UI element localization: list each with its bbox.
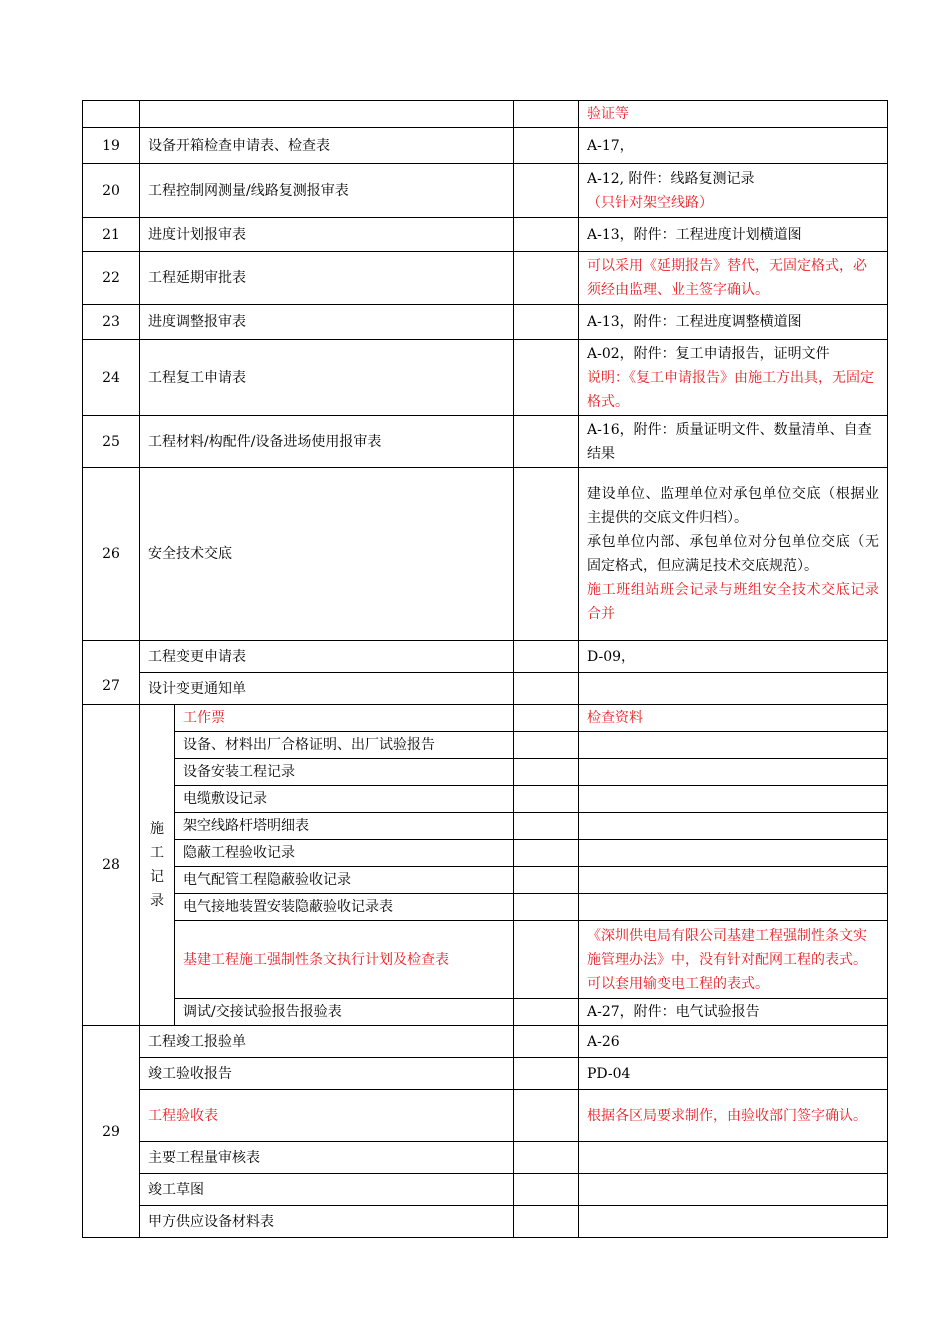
empty-cell bbox=[514, 894, 579, 921]
table-row bbox=[83, 1142, 888, 1174]
table-row bbox=[83, 305, 888, 340]
item-remark: A-13，附件：工程进度调整横道图 bbox=[579, 305, 888, 340]
item-remark: A-27，附件：电气试验报告 bbox=[579, 999, 888, 1026]
item-name: 工程复工申请表 bbox=[140, 340, 514, 416]
table-row bbox=[83, 128, 888, 164]
item-remark: 可以采用《延期报告》替代，无固定格式，必须经由监理、业主签字确认。 bbox=[579, 252, 888, 305]
table-row bbox=[83, 252, 888, 305]
item-name: 设备安装工程记录 bbox=[175, 759, 514, 786]
row-number: 28 bbox=[83, 705, 140, 1026]
table-row bbox=[83, 1026, 888, 1058]
item-remark: A-17， bbox=[579, 128, 888, 164]
empty-cell bbox=[514, 128, 579, 164]
item-name: 设备、材料出厂合格证明、出厂试验报告 bbox=[175, 732, 514, 759]
row-number: 19 bbox=[83, 128, 140, 164]
row-number: 23 bbox=[83, 305, 140, 340]
item-remark bbox=[579, 1174, 888, 1206]
item-name: 设备开箱检查申请表、检查表 bbox=[140, 128, 514, 164]
empty-cell bbox=[514, 813, 579, 840]
item-remark: 验证等 bbox=[579, 101, 888, 128]
row-number: 29 bbox=[83, 1026, 140, 1238]
group-label-char: 施 bbox=[150, 821, 164, 837]
item-remark: PD-04 bbox=[579, 1058, 888, 1090]
group-label-char: 录 bbox=[150, 893, 164, 909]
empty-cell bbox=[514, 921, 579, 999]
empty-cell bbox=[514, 252, 579, 305]
item-remark bbox=[579, 340, 888, 416]
item-name: 工程竣工报验单 bbox=[140, 1026, 514, 1058]
item-name: 竣工草图 bbox=[140, 1174, 514, 1206]
table-row bbox=[83, 921, 888, 999]
document-table bbox=[82, 100, 888, 1238]
item-name: 主要工程量审核表 bbox=[140, 1142, 514, 1174]
table-row bbox=[83, 786, 888, 813]
item-remark bbox=[579, 786, 888, 813]
table-row bbox=[83, 705, 888, 732]
empty-cell bbox=[514, 840, 579, 867]
table-row bbox=[83, 732, 888, 759]
table-row bbox=[83, 813, 888, 840]
empty-cell bbox=[514, 468, 579, 641]
empty-cell bbox=[514, 673, 579, 705]
item-name: 竣工验收报告 bbox=[140, 1058, 514, 1090]
table-row bbox=[83, 340, 888, 416]
item-name: 隐蔽工程验收记录 bbox=[175, 840, 514, 867]
item-name: 工程控制网测量/线路复测报审表 bbox=[140, 164, 514, 218]
empty-cell bbox=[514, 999, 579, 1026]
item-name: 工作票 bbox=[175, 705, 514, 732]
group-label-char: 记 bbox=[150, 869, 164, 885]
row-number: 22 bbox=[83, 252, 140, 305]
table-row bbox=[83, 1174, 888, 1206]
remark-paragraph: 建设单位、监理单位对承包单位交底（根据业主提供的交底文件归档）。 bbox=[587, 486, 879, 526]
empty-cell bbox=[514, 1090, 579, 1142]
row-number: 21 bbox=[83, 218, 140, 252]
remark-highlight: 施工班组站班会记录与班组安全技术交底记录合并 bbox=[587, 582, 879, 622]
empty-cell bbox=[514, 1206, 579, 1238]
item-remark: A-26 bbox=[579, 1026, 888, 1058]
group-label bbox=[140, 705, 175, 1026]
item-name: 工程验收表 bbox=[140, 1090, 514, 1142]
item-remark bbox=[579, 867, 888, 894]
item-name: 甲方供应设备材料表 bbox=[140, 1206, 514, 1238]
item-remark bbox=[579, 759, 888, 786]
empty-cell bbox=[514, 641, 579, 673]
item-remark bbox=[579, 813, 888, 840]
item-remark bbox=[579, 732, 888, 759]
remark-paragraph: 承包单位内部、承包单位对分包单位交底（无固定格式，但应满足技术交底规范）。 bbox=[587, 534, 879, 574]
table-row bbox=[83, 218, 888, 252]
item-name bbox=[140, 101, 514, 128]
row-number: 24 bbox=[83, 340, 140, 416]
empty-cell bbox=[514, 340, 579, 416]
table-row bbox=[83, 1206, 888, 1238]
row-number: 27 bbox=[83, 641, 140, 705]
item-name: 工程延期审批表 bbox=[140, 252, 514, 305]
item-name: 电气接地装置安装隐蔽验收记录表 bbox=[175, 894, 514, 921]
item-name: 基建工程施工强制性条文执行计划及检查表 bbox=[175, 921, 514, 999]
item-remark: 《深圳供电局有限公司基建工程强制性条文实施管理办法》中，没有针对配网工程的表式。可以套用输变电工程的表式。 bbox=[579, 921, 888, 999]
item-name: 进度调整报审表 bbox=[140, 305, 514, 340]
empty-cell bbox=[514, 416, 579, 468]
empty-cell bbox=[514, 1142, 579, 1174]
row-number: 25 bbox=[83, 416, 140, 468]
item-name: 安全技术交底 bbox=[140, 468, 514, 641]
table-row bbox=[83, 840, 888, 867]
empty-cell bbox=[514, 101, 579, 128]
item-name: 电气配管工程隐蔽验收记录 bbox=[175, 867, 514, 894]
table-row bbox=[83, 894, 888, 921]
group-label-char: 工 bbox=[150, 845, 164, 861]
item-remark bbox=[579, 1206, 888, 1238]
table-row bbox=[83, 416, 888, 468]
row-number bbox=[83, 101, 140, 128]
remark-text: A-02，附件：复工申请报告，证明文件 bbox=[587, 345, 830, 362]
item-remark: A-13，附件：工程进度计划横道图 bbox=[579, 218, 888, 252]
item-name: 进度计划报审表 bbox=[140, 218, 514, 252]
empty-cell bbox=[514, 705, 579, 732]
empty-cell bbox=[514, 759, 579, 786]
item-name: 架空线路杆塔明细表 bbox=[175, 813, 514, 840]
item-remark bbox=[579, 894, 888, 921]
item-remark bbox=[579, 1142, 888, 1174]
table-row bbox=[83, 468, 888, 641]
empty-cell bbox=[514, 1174, 579, 1206]
table-row bbox=[83, 101, 888, 128]
empty-cell bbox=[514, 218, 579, 252]
empty-cell bbox=[514, 867, 579, 894]
item-remark: 检查资料 bbox=[579, 705, 888, 732]
item-remark: 根据各区局要求制作，由验收部门签字确认。 bbox=[579, 1090, 888, 1142]
item-remark: D-09， bbox=[579, 641, 888, 673]
empty-cell bbox=[514, 305, 579, 340]
remark-highlight: （只针对架空线路） bbox=[587, 194, 713, 211]
remark-text: A-12, 附件：线路复测记录 bbox=[587, 170, 755, 187]
item-name: 设计变更通知单 bbox=[140, 673, 514, 705]
table-row bbox=[83, 867, 888, 894]
item-remark bbox=[579, 468, 888, 641]
empty-cell bbox=[514, 164, 579, 218]
item-remark bbox=[579, 164, 888, 218]
row-number: 20 bbox=[83, 164, 140, 218]
table-row bbox=[83, 1090, 888, 1142]
empty-cell bbox=[514, 1058, 579, 1090]
table-row bbox=[83, 641, 888, 673]
item-name: 工程材料/构配件/设备进场使用报审表 bbox=[140, 416, 514, 468]
table-row bbox=[83, 759, 888, 786]
item-name: 电缆敷设记录 bbox=[175, 786, 514, 813]
item-name: 工程变更申请表 bbox=[140, 641, 514, 673]
empty-cell bbox=[514, 1026, 579, 1058]
table-row bbox=[83, 164, 888, 218]
item-remark bbox=[579, 673, 888, 705]
item-remark bbox=[579, 840, 888, 867]
empty-cell bbox=[514, 732, 579, 759]
empty-cell bbox=[514, 786, 579, 813]
table-row bbox=[83, 673, 888, 705]
row-number: 26 bbox=[83, 468, 140, 641]
table-row bbox=[83, 1058, 888, 1090]
table-row bbox=[83, 999, 888, 1026]
item-remark: A-16，附件：质量证明文件、数量清单、自查结果 bbox=[579, 416, 888, 468]
item-name: 调试/交接试验报告报验表 bbox=[175, 999, 514, 1026]
remark-highlight: 说明：《复工申请报告》由施工方出具，无固定格式。 bbox=[587, 369, 874, 410]
